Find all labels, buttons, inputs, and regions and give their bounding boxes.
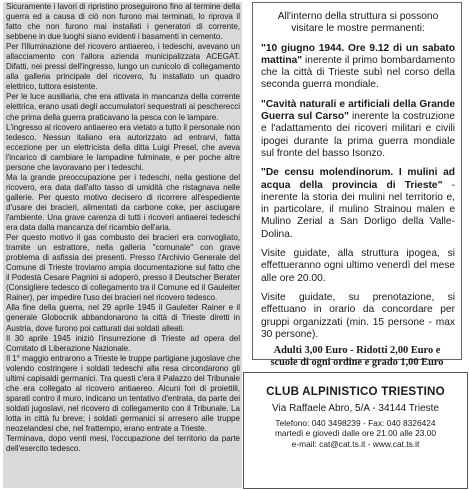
visits-monthly: Visite guidate, alla struttura ipogea, si effettueranno ogni ultimo venerdì del mese alle ore 20.00. xyxy=(261,248,455,284)
club-name: CLUB ALPINISTICO TRIESTINO xyxy=(266,385,445,398)
paragraph-6: Per questo motivo il gas combusto dei bracieri era convogliato, tramite un estrattore, nella galleria "comunale" con grave problema di asfissia dei presenti. Presso l'Archivio Generale del Comune di Trieste troviamo ampia documentazione sul fatto che il Podestà Cesare Pagnini si adoperò, presso il Deutscher Berater (Consigliere tedesco di collegamento tra il Comune ed il Gauleiter Rainer), per impedire l'uso dei bracieri nel ricovero tedesco. xyxy=(6,233,240,303)
exhibit-3 xyxy=(253,167,461,241)
paragraph-8: Il 30 aprile 1945 iniziò l'insurrezione di Trieste ad opera del Comitato di Liberazione Nazionale. xyxy=(6,333,240,353)
exhibit-1-title: "10 giugno 1944. Ore 9.12 di un sabato mattina" xyxy=(261,42,455,66)
paragraph-10: Terminava, dopo venti mesi, l'occupazione del territorio da parte dell'esercito tedesco. xyxy=(6,434,240,454)
history-text-column xyxy=(3,2,242,488)
visits-groups: Visite guidate, su prenotazione, si effettuano in orario da concordare per gruppi organizzati (min. 15 persone - max 30 persone). xyxy=(261,291,455,340)
exhibit-1 xyxy=(253,43,461,92)
exhibit-1-text: inerente il primo bombardamento che la città di Trieste subì nel corso della seconda guerra mondiale. xyxy=(261,54,455,91)
ticket-prices: Adulti 3,00 Euro - Ridotti 2,00 Euro e scuole di ogni ordine e grado 1,00 Euro xyxy=(270,345,444,368)
exhibit-2 xyxy=(253,99,461,160)
club-hours: martedì e giovedì dalle ore 21.00 alle 23.00 xyxy=(274,428,437,439)
exhibit-2-title: "Cavità naturali e artificiali della Grande Guerra sul Carso" xyxy=(261,98,455,123)
club-contact-box xyxy=(243,372,468,489)
paragraph-7: Alla fine della guerra, nel 29 aprile 1945 il Gauleiter Rainer e il generale Globocnik abbandonarono la città di Trieste diretti in Austria, dove furono poi catturati dai soldati alleati. xyxy=(6,303,240,333)
paragraph-3: Per le luce ausiliaria, che era attivata in mancanza della corrente elettrica, erano usati degli accumulatori sequestrati ai pescherecci che prima della guerra praticavano la pesca con le lampare. xyxy=(6,92,240,122)
exhibits-box xyxy=(252,2,462,368)
paragraph-1: Sicuramente i lavori di ripristino proseguirono fino al termine della guerra ed a causa di ciò non furono mai terminati, lo riprova il fatto che non furono mai installati i generatori di corrente, sebbene in due luoghi siano evidenti i basamenti in cemento. xyxy=(6,2,240,42)
club-phone: Telefono: 040 3498239 - Fax: 040 8326424 xyxy=(275,418,436,428)
info-column xyxy=(243,2,467,488)
paragraph-2: Per l'illuminazione del ricovero antiaereo, i tedeschi, avevano un allacciamento con l'allora azienda municipalizzata ACEGAT. Difatti, nei pressi dell'ingresso, lungo un cunicolo di collegamento alla galleria principale del ricovero, fu installato un quadro elettrico, tuttora esistente. xyxy=(6,42,240,92)
club-web-email[interactable]: e-mail: cat@cat.ts.it - www.cat.ts.it xyxy=(291,438,420,449)
exhibit-3-title: "De censu molendinorum. I mulini ad acqua della provincia di Trieste" xyxy=(261,167,455,191)
paragraph-5: Ma la grande preoccupazione per i tedeschi, nella gestione del ricovero, era data dall'alto tasso di umidità che ristagnava nelle gallerie. Per questo motivo decisero di ricorrere all'espediente d'usare dei bracieri, alimentati da carbone coke, per asciugare l'ambiente. Una grave carenza di tutti i ricoveri antiaerei tedeschi era data dalla mancanza del ricambio dell'aria. xyxy=(6,172,240,233)
club-contact-details xyxy=(244,418,467,449)
paragraph-9: Il 1° maggio entrarono a Trieste le truppe partigiane jugoslave che volendo costringere i soldati tedeschi alla resa circondarono gli ultimi capisaldi germanici. Tra questi c'era il Palazzo del Tribunale che era collegato al ricovero antiaereo. Alcuni fori di proiettili, sparati contro il muro, indicano un tentativo d'entrata, da parte dei soldati jugoslavi, nel ricovero di collegamento con il Tribunale. La lotta in città fu breve; i soldati germanici si arresero alle truppe neozelandesi che, nel frattempo, erano entrate a Trieste. xyxy=(6,353,240,433)
exhibit-2-text: inerente la costruzione e l'adattamento dei ricoveri militari e civili ipogei durante la prima guerra mondiale sul fronte del basso Isonzo. xyxy=(261,111,455,159)
exhibits-intro: All'interno della struttura si possono visitare le mostre permanenti: xyxy=(277,11,439,35)
club-address: Via Raffaele Abro, 5/A - 34144 Trieste xyxy=(272,403,439,414)
paragraph-4: L'ingresso al ricovero antiaereo era vietato a tutto il personale non tedesco. Nessun italiano era autorizzato ad entrarvi, fatta eccezione per un elettricista della ditta Luigi Presel, che aveva l'incarico di cambiare le lampadine fulminate, e per poche altre persone che lavoravano per i tedeschi. xyxy=(6,122,240,172)
exhibit-3-text: - inerente la storia dei mulini nel territorio e, in particolare, il mulino Strainou malen e Mulino Zerial a San Dorligo della Valle-Dolina. xyxy=(261,179,455,240)
